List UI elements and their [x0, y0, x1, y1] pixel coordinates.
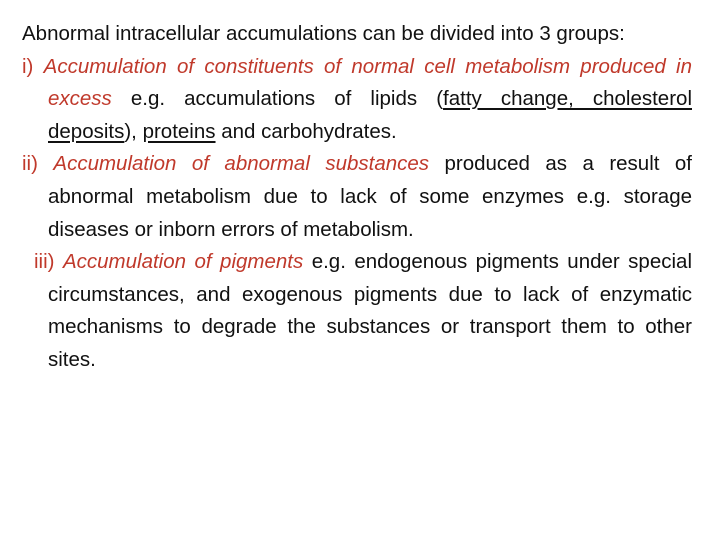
group-1-label: i)	[22, 54, 34, 78]
intro-text: Abnormal intracellular accumulations can be divided into 3 groups:	[22, 22, 625, 45]
group-1-text-c: and carbohydrates.	[215, 119, 397, 143]
group-1-emphasis: Accumulation of constituents of normal cell metabolism produced in excess	[43, 54, 693, 111]
group-3-text: e.g. endogenous pigments under special circumstances, and exogenous pigments due to lack of enzymatic mechanisms to degrade the substances or transport them to other sites.	[48, 250, 692, 371]
group-2-emphasis: Accumulation of abnormal substances	[53, 152, 430, 176]
intro-paragraph	[22, 18, 692, 51]
group-3-paragraph	[22, 246, 692, 376]
group-1-text-b: ),	[124, 119, 143, 143]
proteins-link[interactable]: proteins	[142, 119, 216, 143]
group-1-paragraph	[22, 51, 692, 149]
fatty-change-link[interactable]: fatty change, cholesterol deposits	[48, 87, 692, 143]
group-2-text: produced as a result of abnormal metabolism due to lack of some enzymes e.g. storage diseases or inborn errors of metabolism.	[48, 152, 692, 241]
slide-content	[22, 18, 692, 377]
group-1-text-a: e.g. accumulations of lipids (	[111, 87, 444, 111]
group-3-emphasis: Accumulation of pigments	[62, 250, 304, 274]
group-3-label: iii)	[34, 250, 55, 274]
group-2-paragraph	[22, 148, 692, 246]
group-2-label: ii)	[22, 152, 38, 176]
